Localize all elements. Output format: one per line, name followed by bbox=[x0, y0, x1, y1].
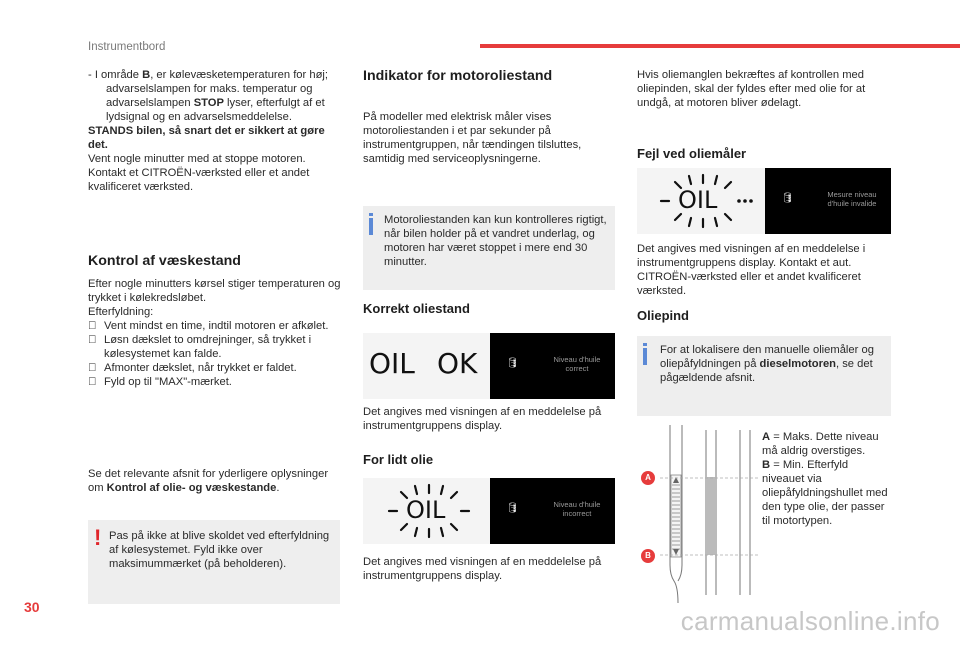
warning-text: Pas på ikke at blive skoldet ved efterfyldning af kølesystemet. Fyld ikke over maksimummærket (på beholderen). bbox=[109, 530, 330, 570]
oil-ok-display bbox=[363, 333, 615, 399]
step-item: Fyld op til "MAX"-mærket. bbox=[88, 375, 343, 389]
see-also-text: Se det relevante afsnit for yderligere oplysninger om Kontrol af olie- og væskestande. bbox=[88, 468, 329, 494]
watermark: carmanualsonline.info bbox=[680, 606, 940, 636]
info-box-dipstick bbox=[637, 336, 891, 416]
oil-low-label: OIL bbox=[406, 496, 446, 524]
intro-text-1: , er kølevæsketemperaturen for bbox=[150, 69, 307, 81]
intro-text-2: høj; advarselslampen for maks. temperatur bbox=[106, 69, 329, 95]
kontrol-body bbox=[88, 277, 343, 389]
oil-can-icon: 🛢 bbox=[506, 503, 519, 514]
info-icon bbox=[643, 348, 647, 365]
oil-fault-label: OIL bbox=[678, 186, 718, 214]
checkbox-icon bbox=[88, 319, 104, 333]
fejl-caption: Det angives med visningen af en meddelelse i instrumentgruppens display. Kontakt et aut. CITROËN-værksted eller et andet kvalificeret værksted. bbox=[637, 243, 866, 297]
step-item: Løsn dækslet to omdrejninger, så trykket i kølesystemet kan falde. bbox=[88, 333, 343, 361]
page-number: 30 bbox=[24, 599, 40, 615]
oil-ok-message: Niveau d'huile correct bbox=[553, 355, 601, 373]
oliepind-heading: Oliepind bbox=[637, 308, 689, 323]
intro-dash: - I område bbox=[88, 69, 143, 81]
indikator-intro: På modeller med elektrisk måler vises motoroliestanden i et par sekunder på instrumentgruppen, når tændingen tilsluttes, samtidig med serviceoplysningerne. bbox=[363, 111, 582, 165]
oil-fault-message: Mesure niveau d'huile invalide bbox=[827, 190, 877, 208]
oil-low-message: Niveau d'huile incorrect bbox=[553, 500, 601, 518]
kontrol-text: Efter nogle minutters kørsel stiger temperaturen og trykket i kølekredsløbet. bbox=[88, 278, 341, 304]
efterfyldning-label: Efterfyldning: bbox=[88, 306, 154, 318]
marker-b: B bbox=[641, 549, 655, 563]
dipstick-legend bbox=[762, 430, 890, 528]
info-level-text: Motoroliestanden kan kun kontrolleres rigtigt, når bilen holder på et vandret underlag, og motoren har været stoppet i mere end 30 minutter. bbox=[384, 214, 607, 268]
diesel-engine-term: dieselmotoren bbox=[759, 358, 836, 370]
info-icon-dot bbox=[369, 213, 373, 216]
intro-paragraph bbox=[88, 68, 343, 124]
section-title: Instrumentbord bbox=[88, 41, 166, 53]
step-item: Vent mindst en time, indtil motoren er afkølet. bbox=[88, 319, 343, 333]
indikator-heading: Indikator for motoroliestand bbox=[363, 68, 553, 84]
zone-b-label: B bbox=[142, 69, 151, 81]
warning-exclamation-icon: ! bbox=[94, 525, 102, 550]
checkbox-icon bbox=[88, 333, 104, 347]
info-box-level bbox=[363, 206, 615, 290]
info-icon bbox=[369, 218, 373, 235]
fejl-heading: Fejl ved oliemåler bbox=[637, 146, 747, 161]
col1-intro bbox=[88, 68, 343, 194]
dipstick-info-text: For at lokalisere den manuelle oliemåler og oliepåfyldningen på dieselmotoren, se det pågældende afsnit. bbox=[660, 344, 874, 384]
legend-b: B = Min. Efterfyld niveauet via oliepåfyldningshullet med den type olie, der passer til motortypen. bbox=[762, 459, 888, 527]
intro-text-3: og advarselslampen bbox=[106, 83, 313, 109]
marker-a: A bbox=[641, 471, 655, 485]
header-accent-bar bbox=[480, 44, 960, 48]
checkbox-icon bbox=[88, 375, 104, 389]
after-stands-text: Vent nogle minutter med at stoppe motoren. Kontakt et CITROËN-værksted eller et andet kvalificeret værksted. bbox=[88, 153, 310, 193]
oil-low-display bbox=[363, 478, 615, 544]
oil-can-icon: 🛢 bbox=[506, 358, 519, 369]
oil-can-icon: 🛢 bbox=[781, 193, 794, 204]
oil-label: OIL bbox=[369, 347, 415, 380]
stop-label: STOP bbox=[193, 97, 224, 109]
korrekt-caption: Det angives med visningen af en meddelelse på instrumentgruppens display. bbox=[363, 406, 602, 432]
lidt-caption: Det angives med visningen af en meddelelse på instrumentgruppens display. bbox=[363, 556, 602, 582]
intro-text-4: lyser, efterfulgt bbox=[223, 97, 300, 109]
oil-fault-display bbox=[637, 168, 891, 234]
dipstick-illustration bbox=[640, 425, 760, 603]
warning-box bbox=[88, 520, 340, 604]
steps-list bbox=[88, 319, 343, 389]
lidt-heading: For lidt olie bbox=[363, 452, 434, 467]
checkbox-icon bbox=[88, 361, 104, 375]
legend-a: A = Maks. Dette niveau må aldrig overstiges. bbox=[762, 431, 879, 457]
col3-intro: Hvis oliemanglen bekræftes af kontrollen med oliepinden, skal der fyldes efter med olie for at undgå, at motoren bliver ødelagt. bbox=[637, 69, 866, 109]
intro-text-5: af et lydsignal og en advarselsmeddelelse. bbox=[106, 97, 325, 123]
see-also-link-text: Kontrol af olie- og væskestande bbox=[106, 482, 277, 494]
stands-warning-text: STANDS bilen, så snart det er sikkert at gøre det. bbox=[88, 125, 325, 151]
step-item: Afmonter dækslet, når trykket er faldet. bbox=[88, 361, 343, 375]
kontrol-heading: Kontrol af væskestand bbox=[88, 253, 241, 269]
info-icon-dot bbox=[643, 343, 647, 346]
ok-label: OK bbox=[437, 347, 478, 380]
korrekt-heading: Korrekt oliestand bbox=[363, 301, 470, 316]
